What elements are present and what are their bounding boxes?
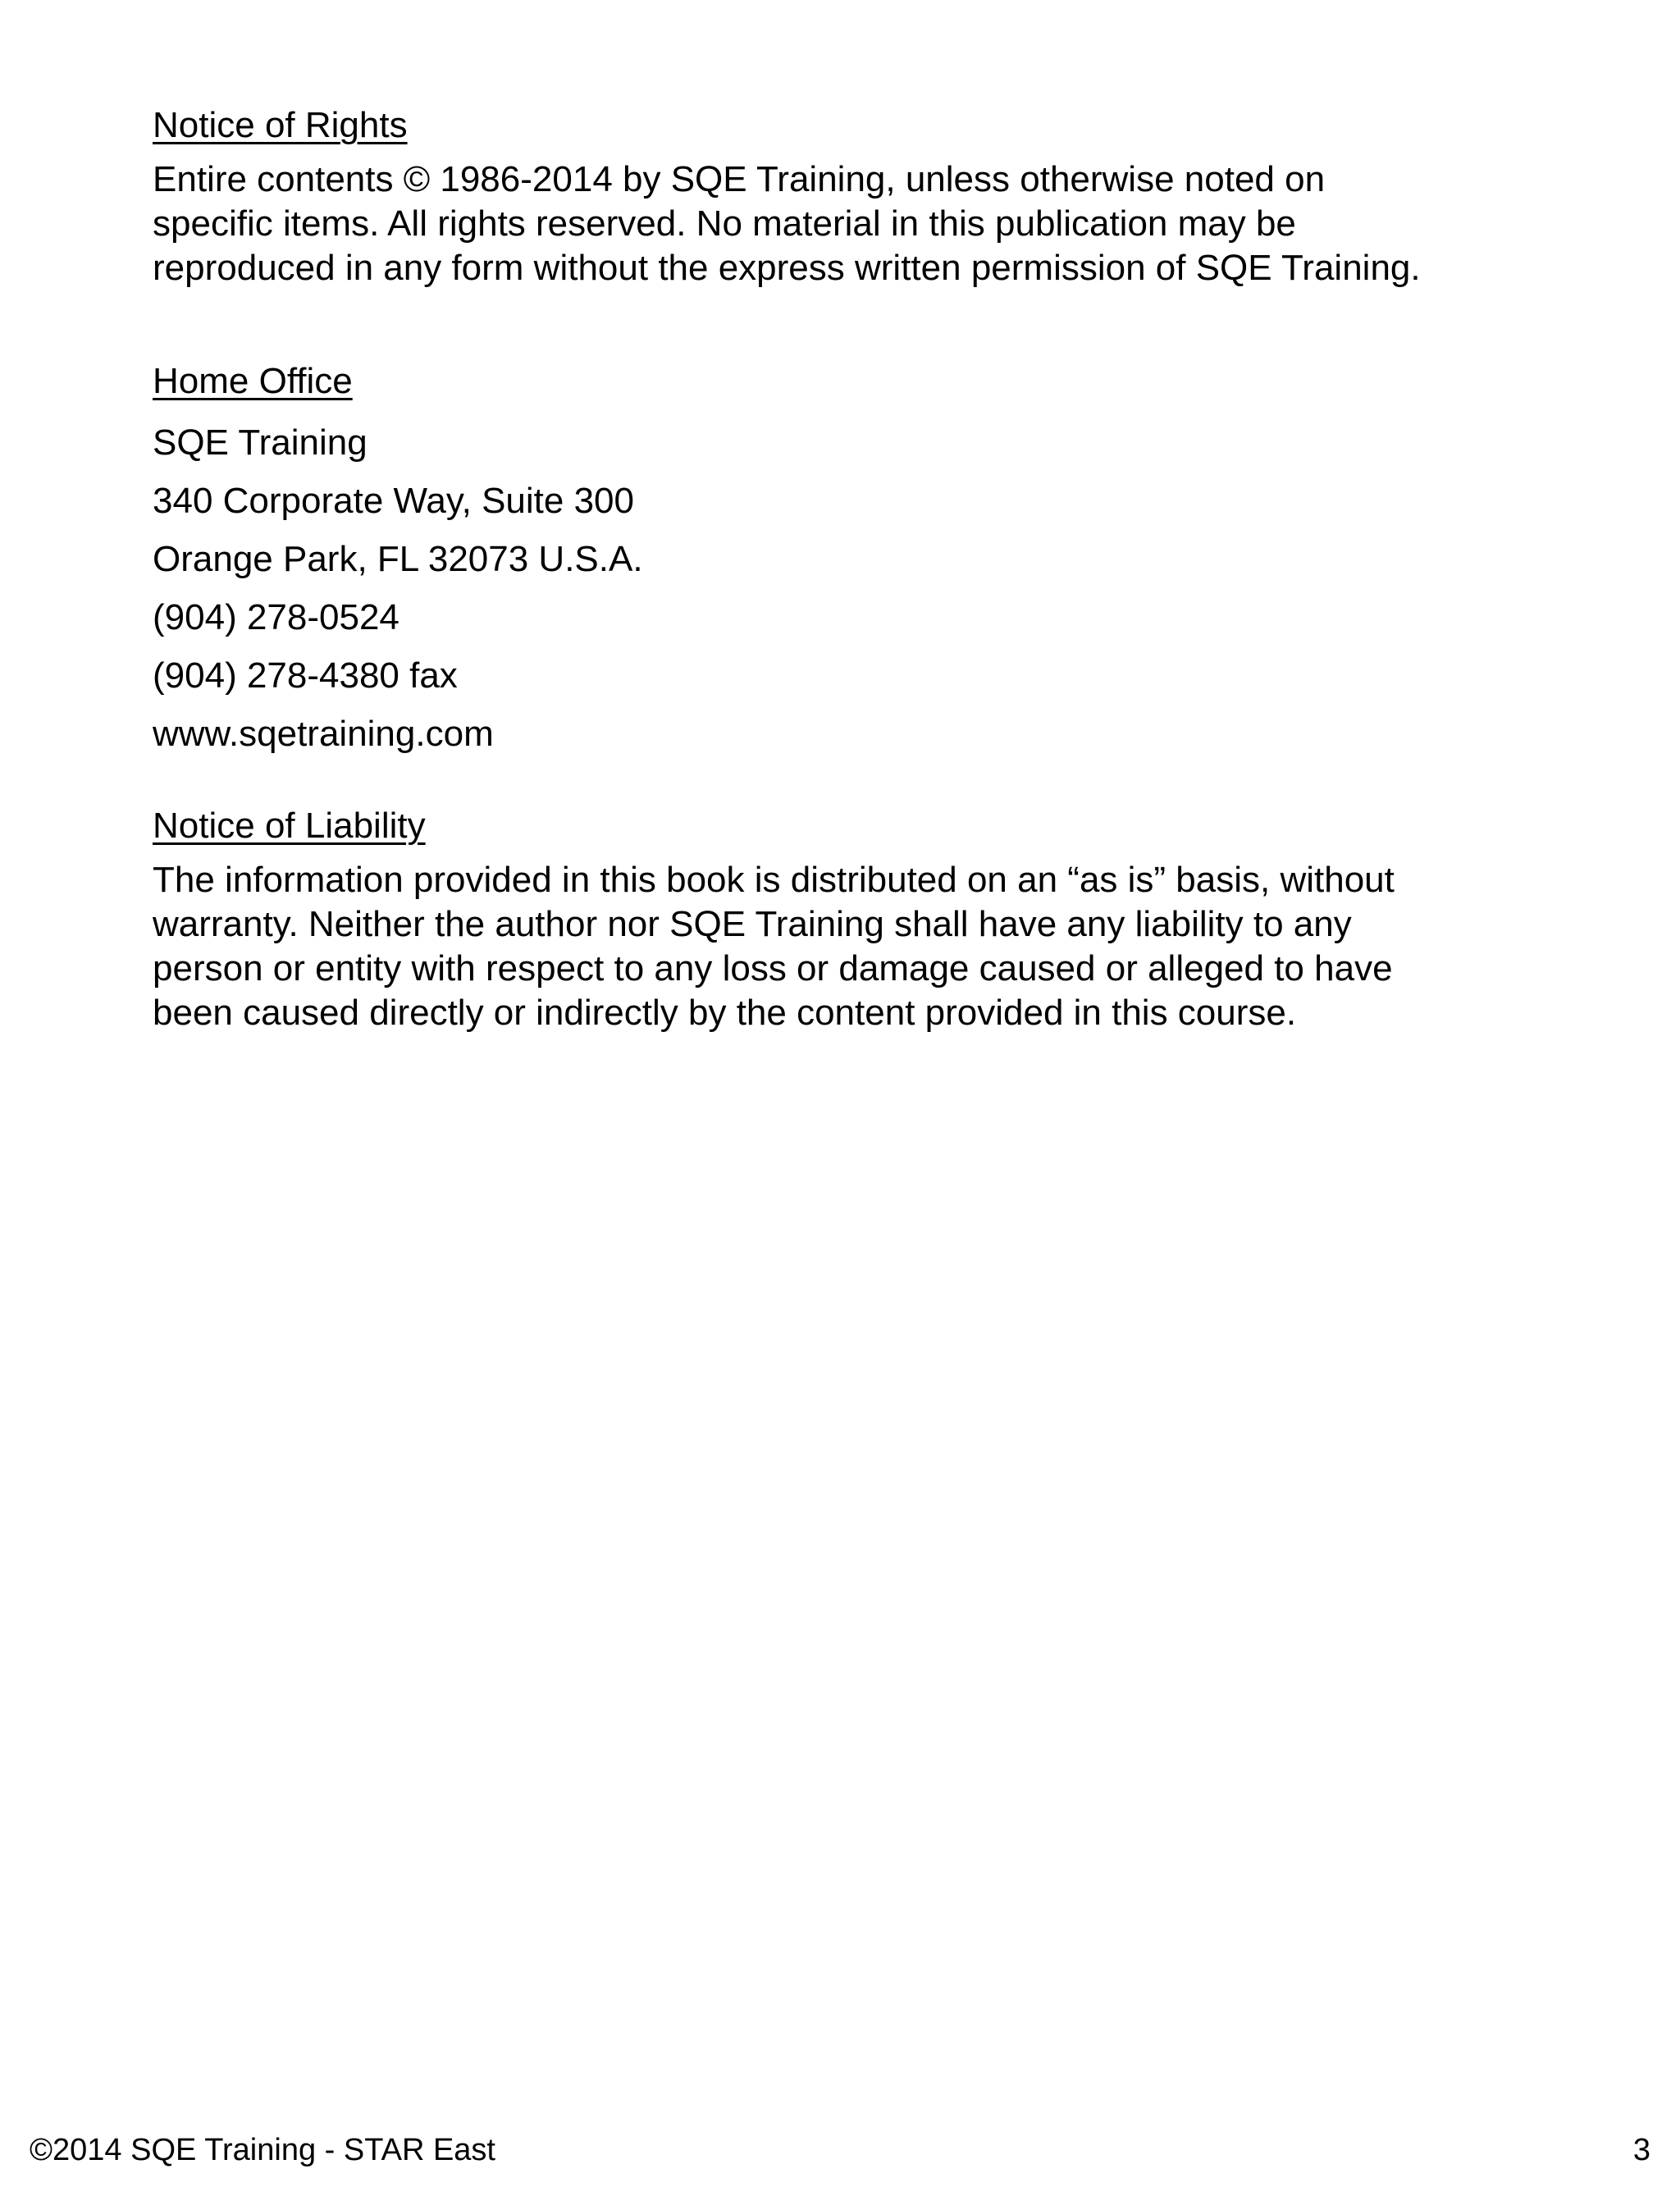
text-line: The information provided in this book is distributed on an “as is” basis, without <box>153 860 1395 900</box>
home-office-heading: Home Office <box>153 361 353 401</box>
fax-number: (904) 278-4380 fax <box>153 655 458 696</box>
text-line: Entire contents © 1986-2014 by SQE Training, unless otherwise noted on <box>153 159 1326 199</box>
company-name: SQE Training <box>153 422 368 463</box>
home-office-section <box>153 356 1531 763</box>
notice-of-rights-heading: Notice of Rights <box>153 105 408 145</box>
website-link[interactable]: www.sqetraining.com <box>153 714 494 754</box>
page-content <box>153 100 1531 1035</box>
footer-copyright: ©2014 SQE Training - STAR East <box>30 2133 495 2167</box>
city-state-zip: Orange Park, FL 32073 U.S.A. <box>153 539 643 579</box>
notice-of-liability-text <box>153 858 1531 1035</box>
text-line: warranty. Neither the author nor SQE Training shall have any liability to any <box>153 904 1352 944</box>
text-line: person or entity with respect to any loss or damage caused or alleged to have <box>153 948 1393 988</box>
street-address: 340 Corporate Way, Suite 300 <box>153 481 634 521</box>
text-line: specific items. All rights reserved. No material in this publication may be <box>153 203 1296 244</box>
page-footer <box>30 2131 1650 2169</box>
page-number: 3 <box>1632 2133 1650 2167</box>
notice-of-rights-text <box>153 158 1531 290</box>
text-line: been caused directly or indirectly by the content provided in this course. <box>153 993 1297 1033</box>
notice-of-liability-heading: Notice of Liability <box>153 806 426 846</box>
text-line: reproduced in any form without the express written permission of SQE Training. <box>153 248 1421 288</box>
notice-of-rights-section <box>153 100 1531 290</box>
phone-number: (904) 278-0524 <box>153 597 399 637</box>
notice-of-liability-section <box>153 801 1531 1035</box>
